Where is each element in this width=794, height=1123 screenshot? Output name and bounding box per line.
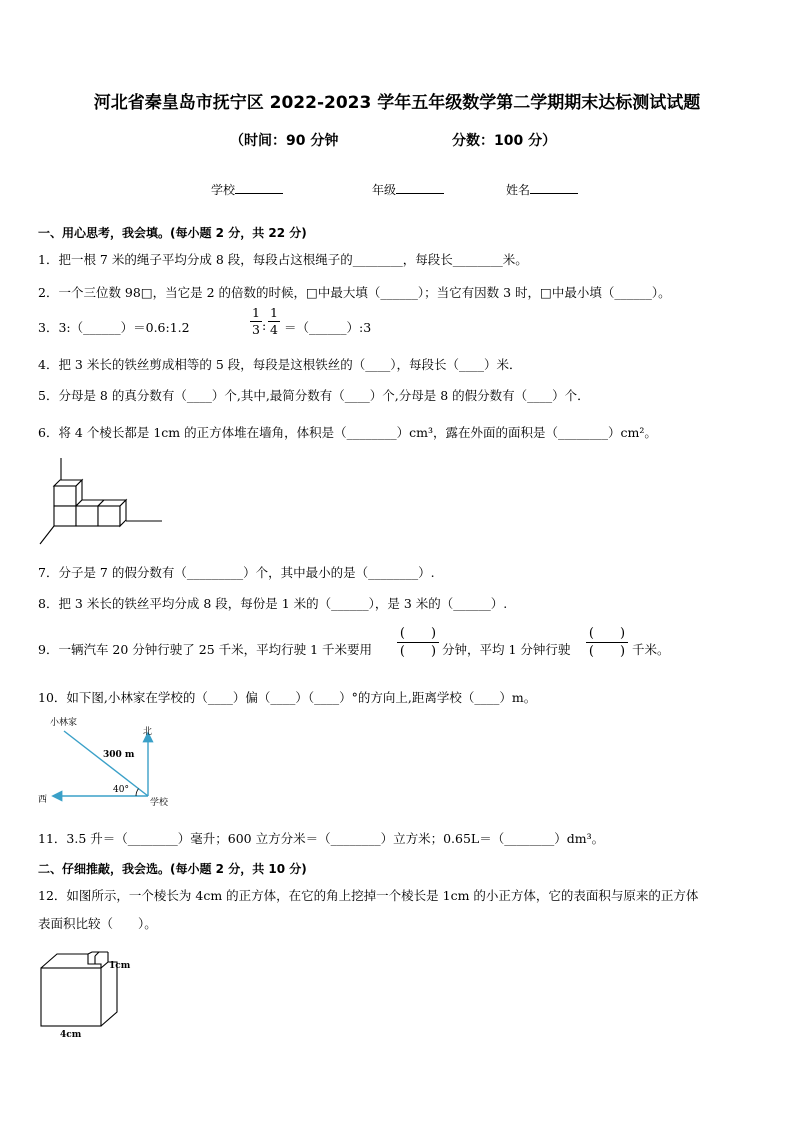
q9-fraction-blank-1[interactable] bbox=[397, 626, 439, 659]
question-11: 11．3.5 升＝（________）毫升；600 立方分米＝（________）立方米；0.65L＝（________）dm³。 bbox=[38, 831, 605, 846]
q12-cube-figure bbox=[36, 950, 146, 1042]
class-field bbox=[372, 181, 444, 198]
q6-cubes-figure bbox=[38, 456, 164, 548]
q3-frac1-numerator: 1 bbox=[252, 305, 260, 320]
page-title: 河北省秦皇岛市抚宁区 2022-2023 学年五年级数学第二学期期末达标测试试题 bbox=[93, 93, 701, 113]
exam-time: （时间：90 分钟 bbox=[230, 133, 339, 149]
q3-frac1-denominator: 3 bbox=[252, 322, 260, 337]
notch-edge bbox=[88, 954, 95, 964]
west-label: 西 bbox=[38, 795, 48, 805]
q3-fraction-1 bbox=[250, 305, 262, 338]
q9-frac2-numerator: ( ) bbox=[588, 626, 626, 641]
q10-direction-diagram bbox=[36, 712, 186, 810]
cube-side-edge bbox=[101, 962, 117, 1026]
q3-colon: : bbox=[262, 318, 267, 333]
section-1-heading: 一、用心思考，我会填。(每小题 2 分，共 22 分) bbox=[38, 226, 307, 240]
cube-front-face bbox=[41, 968, 101, 1026]
cube-front-face bbox=[54, 486, 76, 506]
north-label: 北 bbox=[143, 727, 153, 737]
question-6: 6．将 4 个棱长都是 1cm 的正方体堆在墙角，体积是（________）cm³，露在外面的面积是（________）cm²。 bbox=[38, 425, 657, 440]
school-blank[interactable] bbox=[235, 193, 283, 194]
question-3-right: ＝（______）:3 bbox=[284, 320, 372, 335]
notch-edge bbox=[101, 952, 108, 968]
question-10: 10．如下图,小林家在学校的（____）偏（____）（____）°的方向上,距离学校（____）m。 bbox=[38, 690, 537, 705]
name-blank[interactable] bbox=[530, 193, 578, 194]
question-7: 7．分子是 7 的假分数有（_________）个，其中最小的是（________）. bbox=[38, 565, 435, 580]
floor-edge-line bbox=[40, 526, 54, 544]
q9-frac1-denominator: ( ) bbox=[399, 644, 437, 659]
q3-frac2-denominator: 4 bbox=[270, 322, 278, 337]
distance-label: 300 m bbox=[103, 750, 135, 760]
question-9-part-a: 9．一辆汽车 20 分钟行驶了 25 千米，平均行驶 1 千米要用 bbox=[38, 642, 373, 657]
small-cube-label: 1cm bbox=[109, 961, 131, 971]
name-label: 姓名 bbox=[506, 183, 531, 197]
angle-arc bbox=[136, 789, 139, 796]
angle-label: 40° bbox=[113, 785, 129, 795]
cube-front-face bbox=[54, 506, 76, 526]
question-5: 5．分母是 8 的真分数有（____）个,其中,最简分数有（____）个,分母是 8 的假分数有（____）个． bbox=[38, 388, 590, 403]
q3-fraction-2 bbox=[268, 305, 280, 338]
class-blank[interactable] bbox=[396, 193, 444, 194]
section-2-heading: 二、仔细推敲，我会选。(每小题 2 分，共 10 分) bbox=[38, 862, 307, 876]
question-9-part-b: 分钟，平均 1 分钟行驶 bbox=[442, 642, 571, 657]
question-3-left: 3．3:（______）＝0.6:1.2 bbox=[38, 320, 190, 335]
notch-edge bbox=[95, 956, 101, 968]
q9-frac2-denominator: ( ) bbox=[588, 644, 626, 659]
big-cube-label: 4cm bbox=[60, 1030, 82, 1040]
question-12-line-2: 表面积比较（ ）。 bbox=[38, 916, 157, 931]
school-label: 学校 bbox=[211, 183, 236, 197]
fraction-bar bbox=[586, 642, 628, 643]
home-direction-line bbox=[64, 731, 148, 796]
question-8: 8．把 3 米长的铁丝平均分成 8 段，每份是 1 米的（______），是 3 米的（______）. bbox=[38, 596, 508, 611]
question-4: 4．把 3 米长的铁丝剪成相等的 5 段，每段是这根铁丝的（____），每段长（____）米． bbox=[38, 357, 522, 372]
exam-score: 分数：100 分） bbox=[452, 133, 557, 149]
q3-frac2-numerator: 1 bbox=[270, 305, 278, 320]
question-2: 2．一个三位数 98□，当它是 2 的倍数的时候，□中最大填（______）；当它有因数 3 时，□中最小填（______）。 bbox=[38, 285, 671, 300]
notch-edge bbox=[95, 952, 108, 956]
home-label: 小林家 bbox=[50, 718, 78, 728]
school-label: 学校 bbox=[150, 798, 169, 808]
q9-frac1-numerator: ( ) bbox=[399, 626, 437, 641]
question-12-line-1: 12．如图所示，一个棱长为 4cm 的正方体，在它的角上挖掉一个棱长是 1cm 的小正方体，它的表面积与原来的正方体 bbox=[38, 888, 699, 903]
class-label: 年级 bbox=[372, 183, 397, 197]
question-9-part-c: 千米。 bbox=[632, 642, 670, 657]
name-field bbox=[506, 181, 578, 198]
q9-fraction-blank-2[interactable] bbox=[586, 626, 628, 659]
fraction-bar bbox=[397, 642, 439, 643]
question-1: 1．把一根 7 米的绳子平均分成 8 段，每段占这根绳子的________，每段长________米。 bbox=[38, 252, 528, 267]
school-field bbox=[211, 181, 283, 198]
cube-top-edge bbox=[41, 954, 88, 968]
cube-front-face bbox=[98, 506, 120, 526]
cube-front-face bbox=[76, 506, 98, 526]
